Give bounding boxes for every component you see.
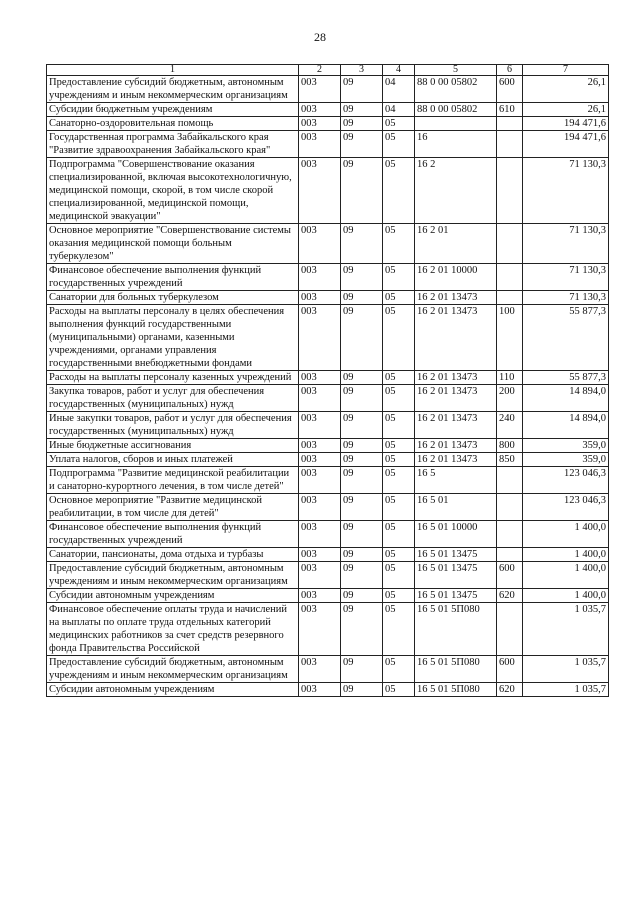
expense-type-cell: 600 (497, 562, 523, 589)
item-name-cell: Санатории, пансионаты, дома отдыха и турбазы (47, 548, 299, 562)
section-code-cell: 09 (341, 103, 383, 117)
target-article-cell: 16 2 01 10000 (415, 264, 497, 291)
target-article-cell: 88 0 00 05802 (415, 76, 497, 103)
item-name-cell: Субсидии автономным учреждениям (47, 589, 299, 603)
subsection-code-cell: 05 (383, 603, 415, 656)
target-article-cell: 16 5 01 5П080 (415, 656, 497, 683)
expense-type-cell: 850 (497, 453, 523, 467)
item-name-cell: Основное мероприятие "Развитие медицинской реабилитации, в том числе для детей" (47, 494, 299, 521)
expense-type-cell: 100 (497, 305, 523, 371)
amount-cell: 1 400,0 (523, 562, 609, 589)
amount-cell: 26,1 (523, 76, 609, 103)
subsection-code-cell: 05 (383, 494, 415, 521)
table-row (47, 371, 609, 385)
section-code-cell: 09 (341, 412, 383, 439)
section-code-cell: 09 (341, 453, 383, 467)
ministry-code-cell: 003 (299, 453, 341, 467)
amount-cell: 1 035,7 (523, 656, 609, 683)
ministry-code-cell: 003 (299, 521, 341, 548)
target-article-cell: 16 5 01 13475 (415, 589, 497, 603)
section-code-cell: 09 (341, 158, 383, 224)
item-name-cell: Финансовое обеспечение оплаты труда и начислений на выплаты по оплате труда отдельных категорий медицинских работников за счет средств резервного фонда Правительства Российской (47, 603, 299, 656)
ministry-code-cell: 003 (299, 494, 341, 521)
target-article-cell: 16 2 01 13473 (415, 385, 497, 412)
table-row (47, 305, 609, 371)
expense-type-cell: 620 (497, 589, 523, 603)
amount-cell: 71 130,3 (523, 264, 609, 291)
amount-cell: 359,0 (523, 453, 609, 467)
section-code-cell: 09 (341, 224, 383, 264)
amount-cell: 1 035,7 (523, 683, 609, 697)
expense-type-cell (497, 117, 523, 131)
header-cell: 2 (299, 65, 341, 76)
expense-type-cell: 200 (497, 385, 523, 412)
table-row (47, 453, 609, 467)
item-name-cell: Государственная программа Забайкальского края "Развитие здравоохранения Забайкальского края" (47, 131, 299, 158)
ministry-code-cell: 003 (299, 439, 341, 453)
amount-cell: 14 894,0 (523, 412, 609, 439)
expense-type-cell (497, 467, 523, 494)
subsection-code-cell: 05 (383, 158, 415, 224)
subsection-code-cell: 05 (383, 412, 415, 439)
header-cell: 6 (497, 65, 523, 76)
subsection-code-cell: 05 (383, 131, 415, 158)
table-row (47, 76, 609, 103)
item-name-cell: Иные бюджетные ассигнования (47, 439, 299, 453)
expense-type-cell: 240 (497, 412, 523, 439)
item-name-cell: Субсидии бюджетным учреждениям (47, 103, 299, 117)
section-code-cell: 09 (341, 264, 383, 291)
table-row (47, 291, 609, 305)
header-cell: 1 (47, 65, 299, 76)
section-code-cell: 09 (341, 589, 383, 603)
budget-table (46, 64, 609, 697)
item-name-cell: Предоставление субсидий бюджетным, автономным учреждениям и иным некоммерческим организациям (47, 656, 299, 683)
amount-cell: 55 877,3 (523, 371, 609, 385)
subsection-code-cell: 05 (383, 371, 415, 385)
ministry-code-cell: 003 (299, 291, 341, 305)
item-name-cell: Расходы на выплаты персоналу казенных учреждений (47, 371, 299, 385)
section-code-cell: 09 (341, 131, 383, 158)
ministry-code-cell: 003 (299, 603, 341, 656)
section-code-cell: 09 (341, 548, 383, 562)
item-name-cell: Финансовое обеспечение выполнения функций государственных учреждений (47, 521, 299, 548)
amount-cell: 194 471,6 (523, 117, 609, 131)
subsection-code-cell: 05 (383, 521, 415, 548)
table-row (47, 117, 609, 131)
target-article-cell: 16 2 01 13473 (415, 305, 497, 371)
expense-type-cell: 620 (497, 683, 523, 697)
target-article-cell: 16 5 01 10000 (415, 521, 497, 548)
ministry-code-cell: 003 (299, 76, 341, 103)
expense-type-cell (497, 158, 523, 224)
amount-cell: 26,1 (523, 103, 609, 117)
target-article-cell: 16 5 01 5П080 (415, 683, 497, 697)
amount-cell: 123 046,3 (523, 494, 609, 521)
expense-type-cell (497, 521, 523, 548)
section-code-cell: 09 (341, 562, 383, 589)
ministry-code-cell: 003 (299, 385, 341, 412)
table-row (47, 521, 609, 548)
ministry-code-cell: 003 (299, 683, 341, 697)
expense-type-cell (497, 494, 523, 521)
target-article-cell: 16 5 01 13475 (415, 562, 497, 589)
target-article-cell (415, 117, 497, 131)
item-name-cell: Санаторно-оздоровительная помощь (47, 117, 299, 131)
target-article-cell: 16 2 01 13473 (415, 439, 497, 453)
ministry-code-cell: 003 (299, 224, 341, 264)
amount-cell: 71 130,3 (523, 291, 609, 305)
section-code-cell: 09 (341, 683, 383, 697)
ministry-code-cell: 003 (299, 117, 341, 131)
expense-type-cell: 600 (497, 76, 523, 103)
expense-type-cell (497, 224, 523, 264)
subsection-code-cell: 05 (383, 305, 415, 371)
target-article-cell: 16 5 01 13475 (415, 548, 497, 562)
expense-type-cell: 610 (497, 103, 523, 117)
table-row (47, 589, 609, 603)
section-code-cell: 09 (341, 521, 383, 548)
ministry-code-cell: 003 (299, 412, 341, 439)
target-article-cell: 16 5 01 (415, 494, 497, 521)
ministry-code-cell: 003 (299, 305, 341, 371)
header-cell: 5 (415, 65, 497, 76)
ministry-code-cell: 003 (299, 131, 341, 158)
amount-cell: 55 877,3 (523, 305, 609, 371)
table-row (47, 656, 609, 683)
expense-type-cell (497, 131, 523, 158)
ministry-code-cell: 003 (299, 548, 341, 562)
section-code-cell: 09 (341, 117, 383, 131)
ministry-code-cell: 003 (299, 656, 341, 683)
subsection-code-cell: 05 (383, 683, 415, 697)
subsection-code-cell: 05 (383, 439, 415, 453)
target-article-cell: 88 0 00 05802 (415, 103, 497, 117)
item-name-cell: Уплата налогов, сборов и иных платежей (47, 453, 299, 467)
table-row (47, 548, 609, 562)
ministry-code-cell: 003 (299, 562, 341, 589)
ministry-code-cell: 003 (299, 467, 341, 494)
ministry-code-cell: 003 (299, 158, 341, 224)
amount-cell: 123 046,3 (523, 467, 609, 494)
header-row (47, 65, 609, 76)
expense-type-cell: 600 (497, 656, 523, 683)
item-name-cell: Основное мероприятие "Совершенствование системы оказания медицинской помощи больным туберкулезом" (47, 224, 299, 264)
header-cell: 7 (523, 65, 609, 76)
item-name-cell: Предоставление субсидий бюджетным, автономным учреждениям и иным некоммерческим организациям (47, 76, 299, 103)
amount-cell: 1 035,7 (523, 603, 609, 656)
target-article-cell: 16 5 (415, 467, 497, 494)
amount-cell: 14 894,0 (523, 385, 609, 412)
item-name-cell: Иные закупки товаров, работ и услуг для обеспечения государственных (муниципальных) нужд (47, 412, 299, 439)
target-article-cell: 16 2 01 13473 (415, 412, 497, 439)
table-row (47, 224, 609, 264)
expense-type-cell (497, 291, 523, 305)
expense-type-cell: 800 (497, 439, 523, 453)
table-row (47, 467, 609, 494)
target-article-cell: 16 2 01 13473 (415, 291, 497, 305)
amount-cell: 1 400,0 (523, 548, 609, 562)
page-number: 28 (314, 30, 326, 44)
table-row (47, 494, 609, 521)
table-row (47, 683, 609, 697)
ministry-code-cell: 003 (299, 264, 341, 291)
section-code-cell: 09 (341, 305, 383, 371)
item-name-cell: Подпрограмма "Развитие медицинской реабилитации и санаторно-курортного лечения, в том числе детей" (47, 467, 299, 494)
target-article-cell: 16 2 01 (415, 224, 497, 264)
expense-type-cell (497, 548, 523, 562)
amount-cell: 1 400,0 (523, 521, 609, 548)
subsection-code-cell: 05 (383, 589, 415, 603)
target-article-cell: 16 2 01 13473 (415, 371, 497, 385)
expense-type-cell: 110 (497, 371, 523, 385)
subsection-code-cell: 05 (383, 453, 415, 467)
table-row (47, 562, 609, 589)
table-row (47, 264, 609, 291)
item-name-cell: Субсидии автономным учреждениям (47, 683, 299, 697)
expense-type-cell (497, 264, 523, 291)
amount-cell: 71 130,3 (523, 158, 609, 224)
table-row (47, 131, 609, 158)
subsection-code-cell: 05 (383, 291, 415, 305)
section-code-cell: 09 (341, 291, 383, 305)
ministry-code-cell: 003 (299, 371, 341, 385)
item-name-cell: Расходы на выплаты персоналу в целях обеспечения выполнения функций государственными (муниципальными) органами, казенными учреждениями, органами управления государственными внебюджетными фондами (47, 305, 299, 371)
amount-cell: 194 471,6 (523, 131, 609, 158)
subsection-code-cell: 04 (383, 103, 415, 117)
ministry-code-cell: 003 (299, 103, 341, 117)
amount-cell: 1 400,0 (523, 589, 609, 603)
table-row (47, 412, 609, 439)
ministry-code-cell: 003 (299, 589, 341, 603)
item-name-cell: Предоставление субсидий бюджетным, автономным учреждениям и иным некоммерческим организациям (47, 562, 299, 589)
section-code-cell: 09 (341, 656, 383, 683)
subsection-code-cell: 05 (383, 467, 415, 494)
subsection-code-cell: 05 (383, 264, 415, 291)
subsection-code-cell: 05 (383, 117, 415, 131)
subsection-code-cell: 05 (383, 562, 415, 589)
table-row (47, 385, 609, 412)
amount-cell: 71 130,3 (523, 224, 609, 264)
subsection-code-cell: 05 (383, 656, 415, 683)
section-code-cell: 09 (341, 371, 383, 385)
item-name-cell: Закупка товаров, работ и услуг для обеспечения государственных (муниципальных) нужд (47, 385, 299, 412)
subsection-code-cell: 05 (383, 224, 415, 264)
subsection-code-cell: 04 (383, 76, 415, 103)
item-name-cell: Подпрограмма "Совершенствование оказания специализированной, включая высокотехнологичную, медицинской помощи, скорой, в том числе скорой специализированной, медицинской помощи, медицинской эвакуации" (47, 158, 299, 224)
section-code-cell: 09 (341, 76, 383, 103)
section-code-cell: 09 (341, 439, 383, 453)
subsection-code-cell: 05 (383, 548, 415, 562)
target-article-cell: 16 5 01 5П080 (415, 603, 497, 656)
item-name-cell: Санатории для больных туберкулезом (47, 291, 299, 305)
table-row (47, 103, 609, 117)
section-code-cell: 09 (341, 494, 383, 521)
target-article-cell: 16 (415, 131, 497, 158)
header-cell: 3 (341, 65, 383, 76)
expense-type-cell (497, 603, 523, 656)
header-cell: 4 (383, 65, 415, 76)
amount-cell: 359,0 (523, 439, 609, 453)
table-row (47, 603, 609, 656)
table-row (47, 439, 609, 453)
subsection-code-cell: 05 (383, 385, 415, 412)
table-row (47, 158, 609, 224)
section-code-cell: 09 (341, 385, 383, 412)
section-code-cell: 09 (341, 467, 383, 494)
target-article-cell: 16 2 01 13473 (415, 453, 497, 467)
target-article-cell: 16 2 (415, 158, 497, 224)
section-code-cell: 09 (341, 603, 383, 656)
item-name-cell: Финансовое обеспечение выполнения функций государственных учреждений (47, 264, 299, 291)
